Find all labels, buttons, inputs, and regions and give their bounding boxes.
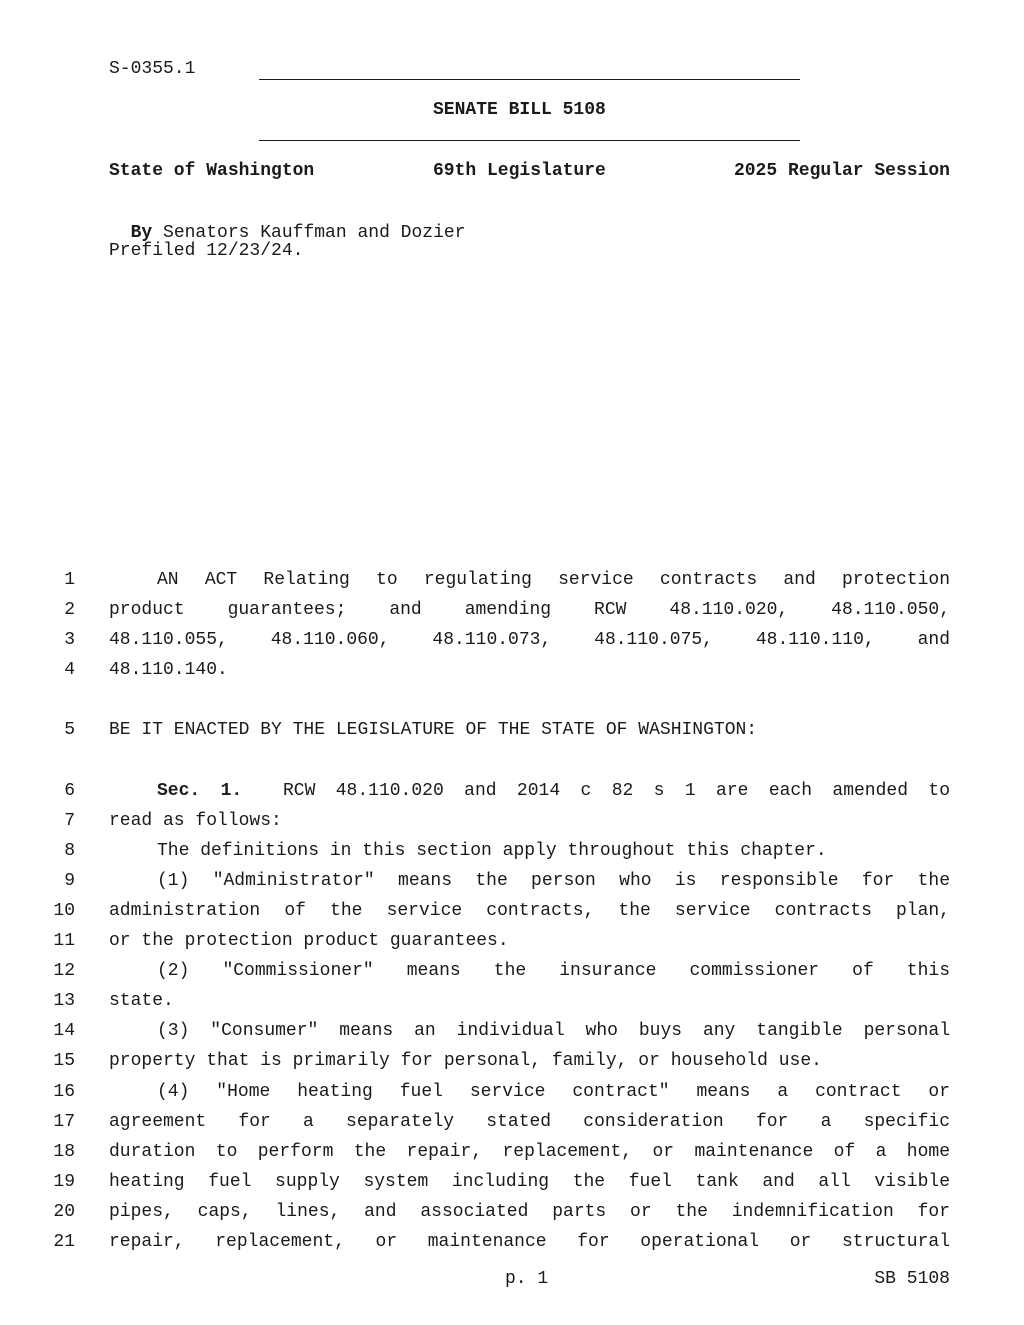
bill-line — [0, 1201, 1024, 1223]
bill-line — [0, 1050, 1024, 1072]
bill-line — [0, 719, 1024, 741]
session-name: 2025 Regular Session — [733, 161, 950, 181]
line-text: heating fuel supply system including the fuel tank and all visible — [109, 1172, 950, 1192]
line-text — [109, 780, 950, 802]
line-number: 12 — [53, 961, 75, 981]
line-number: 9 — [64, 871, 75, 891]
line-number: 3 — [64, 630, 75, 650]
line-number: 1 — [64, 570, 75, 590]
line-text: AN ACT Relating to regulating service contracts and protection — [157, 570, 950, 590]
bill-line — [0, 1141, 1024, 1163]
line-number: 21 — [53, 1232, 75, 1252]
line-text: The definitions in this section apply throughout this chapter. — [157, 841, 827, 861]
line-text: state. — [109, 991, 174, 1011]
line-text: property that is primarily for personal, family, or household use. — [109, 1051, 822, 1071]
bill-line — [0, 780, 1024, 802]
line-number: 13 — [53, 991, 75, 1011]
by-label: By — [130, 223, 153, 243]
bill-line — [0, 840, 1024, 862]
line-number: 20 — [53, 1202, 75, 1222]
line-text: product guarantees; and amending RCW 48.110.020, 48.110.050, — [109, 600, 950, 620]
line-text-content: RCW 48.110.020 and 2014 c 82 s 1 are each amended to — [282, 781, 950, 801]
line-number: 19 — [53, 1172, 75, 1192]
line-text: BE IT ENACTED BY THE LEGISLATURE OF THE STATE OF WASHINGTON: — [109, 720, 758, 740]
prefiled-date: Prefiled 12/23/24. — [109, 241, 304, 261]
line-text: 48.110.055, 48.110.060, 48.110.073, 48.110.075, 48.110.110, and — [109, 630, 950, 650]
line-text: 48.110.140. — [109, 660, 228, 680]
line-number: 18 — [53, 1142, 75, 1162]
sponsors-line — [109, 200, 465, 244]
line-number: 2 — [64, 600, 75, 620]
bill-line — [0, 1231, 1024, 1253]
section-label: Sec. 1. — [157, 781, 243, 801]
line-number: 6 — [64, 781, 75, 801]
line-number: 7 — [64, 811, 75, 831]
bill-reference: SB 5108 — [874, 1269, 950, 1289]
line-number: 17 — [53, 1112, 75, 1132]
line-text: repair, replacement, or maintenance for operational or structural — [109, 1232, 950, 1252]
line-number: 14 — [53, 1021, 75, 1041]
bill-line — [0, 900, 1024, 922]
bill-line — [0, 659, 1024, 681]
document-code: S-0355.1 — [109, 59, 196, 79]
bill-line — [0, 870, 1024, 892]
line-text: (3) "Consumer" means an individual who buys any tangible personal — [157, 1021, 950, 1041]
bill-line — [0, 1111, 1024, 1133]
line-text: or the protection product guarantees. — [109, 931, 509, 951]
bill-line — [0, 960, 1024, 982]
bill-line — [0, 629, 1024, 651]
line-number: 11 — [53, 931, 75, 951]
line-number: 16 — [53, 1082, 75, 1102]
title-rule-bottom — [259, 140, 800, 141]
line-text: agreement for a separately stated consideration for a specific — [109, 1112, 950, 1132]
line-text: (2) "Commissioner" means the insurance commissioner of this — [157, 961, 950, 981]
bill-line — [0, 1020, 1024, 1042]
state-name: State of Washington — [109, 161, 315, 181]
sponsors: Senators Kauffman and Dozier — [163, 223, 466, 243]
bill-line — [0, 599, 1024, 621]
bill-line — [0, 569, 1024, 591]
line-text: administration of the service contracts, the service contracts plan, — [109, 901, 950, 921]
bill-line — [0, 930, 1024, 952]
legislature-name: 69th Legislature — [433, 161, 606, 181]
line-text: pipes, caps, lines, and associated parts or the indemnification for — [109, 1202, 950, 1222]
title-rule-top — [259, 79, 800, 80]
line-text: (1) "Administrator" means the person who is responsible for the — [157, 871, 950, 891]
line-number: 8 — [64, 841, 75, 861]
line-text: (4) "Home heating fuel service contract" means a contract or — [157, 1082, 950, 1102]
line-text: duration to perform the repair, replacement, or maintenance of a home — [109, 1142, 950, 1162]
session-header — [109, 160, 950, 182]
bill-line — [0, 810, 1024, 832]
line-number: 4 — [64, 660, 75, 680]
line-number: 15 — [53, 1051, 75, 1071]
line-text: read as follows: — [109, 811, 282, 831]
bill-line — [0, 990, 1024, 1012]
line-number: 10 — [53, 901, 75, 921]
page-number: p. 1 — [505, 1269, 549, 1289]
line-number: 5 — [64, 720, 75, 740]
bill-title: SENATE BILL 5108 — [433, 100, 606, 120]
bill-line — [0, 1081, 1024, 1103]
bill-line — [0, 1171, 1024, 1193]
